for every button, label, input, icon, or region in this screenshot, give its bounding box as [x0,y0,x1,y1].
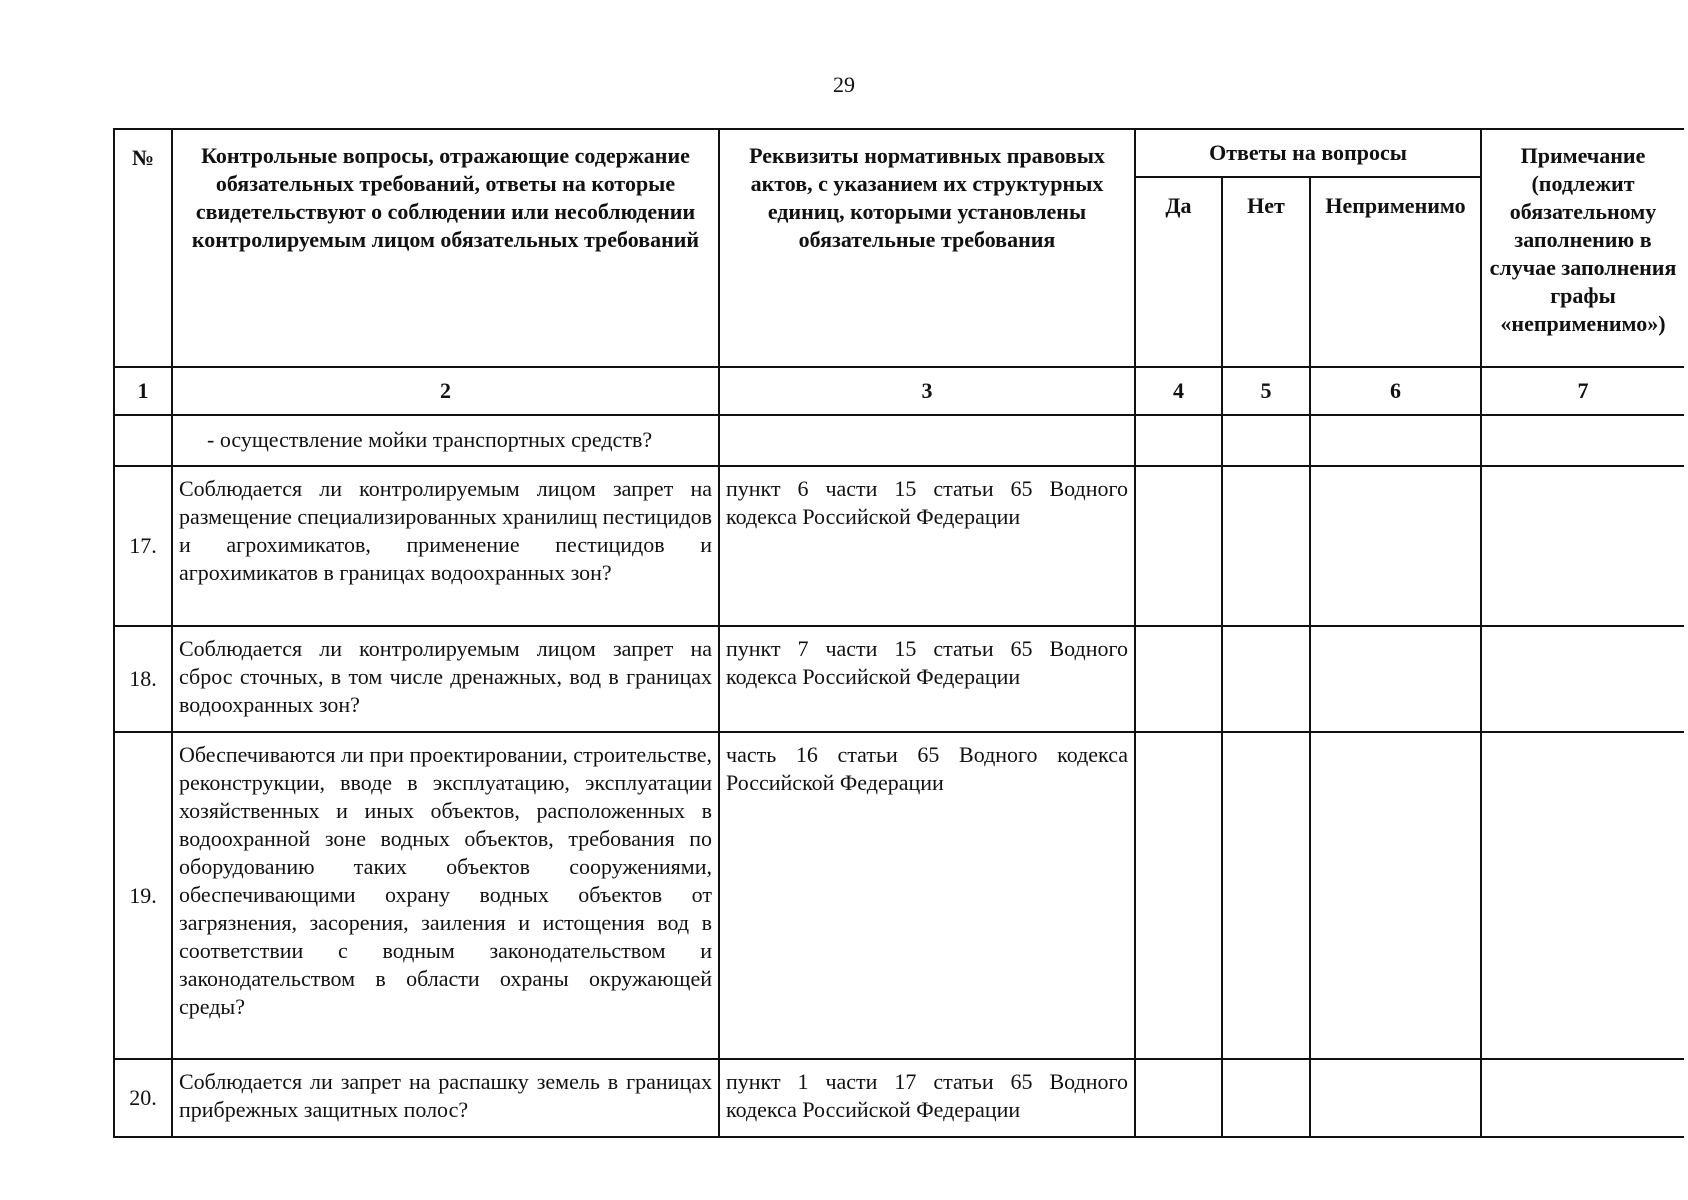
answer-yes-cell [1135,732,1222,1059]
question-text: Соблюдается ли запрет на распашку земель в границах прибрежных защитных полос? [172,1059,719,1137]
note-cell [1481,626,1684,732]
reference-text: пункт 6 части 15 статьи 65 Водного кодекса Российской Федерации [719,466,1135,626]
table-row [114,466,1684,626]
table-row [114,626,1684,732]
column-number-4: 4 [1135,367,1222,415]
header-note: Примечание (подлежит обязательному заполнению в случае заполнения графы «неприменимо») [1481,129,1684,367]
note-cell [1481,415,1684,466]
table-row [114,415,1684,466]
table-row [114,1059,1684,1137]
row-number: 20. [114,1059,172,1137]
header-answer-no: Нет [1222,177,1310,367]
answer-not-applicable-cell [1310,466,1481,626]
question-text: Соблюдается ли контролируемым лицом запрет на сброс сточных, в том числе дренажных, вод в границах водоохранных зон? [172,626,719,732]
table-row [114,732,1684,1059]
answer-yes-cell [1135,1059,1222,1137]
row-number: 17. [114,466,172,626]
answer-no-cell [1222,626,1310,732]
row-number: 19. [114,732,172,1059]
reference-text [719,415,1135,466]
question-text: Соблюдается ли контролируемым лицом запрет на размещение специализированных хранилищ пестицидов и агрохимикатов, применение пестицидов и агрохимикатов в границах водоохранных зон? [172,466,719,626]
answer-no-cell [1222,415,1310,466]
answer-not-applicable-cell [1310,415,1481,466]
answer-no-cell [1222,732,1310,1059]
header-questions: Контрольные вопросы, отражающие содержание обязательных требований, ответы на которые свидетельствуют о соблюдении или несоблюдении контролируемым лицом обязательных требований [172,129,719,367]
header-answer-not-applicable: Неприменимо [1310,177,1481,367]
note-cell [1481,732,1684,1059]
reference-text: пункт 1 части 17 статьи 65 Водного кодекса Российской Федерации [719,1059,1135,1137]
row-number [114,415,172,466]
answer-no-cell [1222,1059,1310,1137]
header-answer-yes: Да [1135,177,1222,367]
header-number: № [114,129,172,367]
answer-not-applicable-cell [1310,626,1481,732]
page-number: 29 [833,72,855,97]
answer-yes-cell [1135,415,1222,466]
note-cell [1481,466,1684,626]
row-number: 18. [114,626,172,732]
answer-not-applicable-cell [1310,1059,1481,1137]
answer-not-applicable-cell [1310,732,1481,1059]
checklist-table [113,128,1684,1138]
question-text: Обеспечиваются ли при проектировании, строительстве, реконструкции, вводе в эксплуатацию, эксплуатации хозяйственных и иных объектов, расположенных в водоохранной зоне водных объектов, требования по оборудованию таких объектов сооружениями, обеспечивающими охрану водных объектов от загрязнения, засорения, заиления и истощения вод в соответствии с водным законодательством и законодательством в области охраны окружающей среды? [172,732,719,1059]
column-number-5: 5 [1222,367,1310,415]
question-text: - осуществление мойки транспортных средств? [172,415,719,466]
answer-no-cell [1222,466,1310,626]
note-cell [1481,1059,1684,1137]
answer-yes-cell [1135,626,1222,732]
column-number-7: 7 [1481,367,1684,415]
column-number-3: 3 [719,367,1135,415]
reference-text: часть 16 статьи 65 Водного кодекса Российской Федерации [719,732,1135,1059]
answer-yes-cell [1135,466,1222,626]
column-number-6: 6 [1310,367,1481,415]
column-number-2: 2 [172,367,719,415]
header-requisites: Реквизиты нормативных правовых актов, с указанием их структурных единиц, которыми установлены обязательные требования [719,129,1135,367]
reference-text: пункт 7 части 15 статьи 65 Водного кодекса Российской Федерации [719,626,1135,732]
header-answers-group: Ответы на вопросы [1135,129,1481,177]
column-number-1: 1 [114,367,172,415]
